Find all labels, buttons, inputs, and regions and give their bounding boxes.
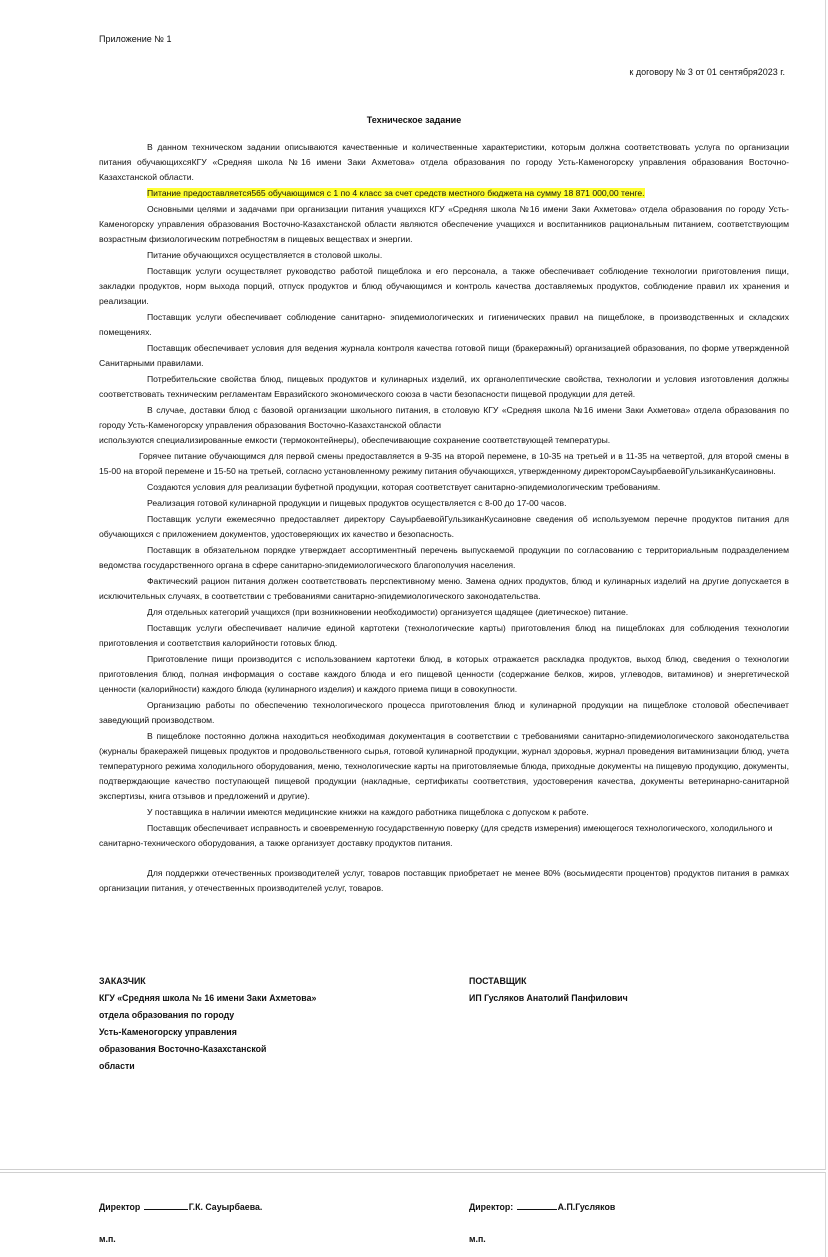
paragraph: Поставщик услуги обеспечивает наличие единой картотеки (технологические карты) приготовления блюд на пищеблоках для соблюдения технологии приготовления и соответствия калорийности готовых блюд. (99, 623, 789, 648)
customer-director-label: Директор (99, 1202, 141, 1212)
supplier-stamp-place: м.п. (469, 1234, 486, 1244)
supplier-block (469, 973, 789, 1007)
paragraph: Реализация готовой кулинарной продукции и пищевых продуктов осуществляется с 8-00 до 17-00 часов. (147, 498, 567, 508)
highlighted-text: Питание предоставляется565 обучающимся с 1 по 4 класс за счет средств местного бюджета на сумму 18 871 000,00 тенге. (147, 188, 645, 198)
paragraph: Фактический рацион питания должен соответствовать перспективному меню. Замена одних продуктов, блюд и кулинарных изделий на другие допускается в исключительных случаях, в соответствии с требованиями санитарно-эпидемиологического законодательства. (99, 576, 789, 601)
paragraph: Поставщик услуги осуществляет руководство работой пищеблока и его персонала, а также обеспечивает соблюдение технологии приготовления пищи, закладки продуктов, норм выхода порций, отпуск продуктов и блюд обучающимся и контроль качества доставляемых продуктов, соблюдение правил их хранения и реализации. (99, 266, 789, 306)
customer-line: образования Восточно-Казахстанской (99, 1044, 267, 1054)
paragraph: Поставщик обеспечивает условия для ведения журнала контроля качества готовой пищи (бракеражный) организацией образования, по форме утвержденной Санитарными правилами. (99, 343, 789, 368)
document-page-2 (0, 1172, 826, 1257)
signature-blank-line (144, 1201, 188, 1210)
supplier-line: ИП Гусляков Анатолий Панфилович (469, 993, 628, 1003)
supplier-heading: ПОСТАВЩИК (469, 976, 527, 986)
paragraph: используются специализированные емкости (термоконтейнеры), обеспечивающие сохранение соответствующей температуры. (99, 435, 611, 445)
paragraph: Организацию работы по обеспечению технологического процесса приготовления блюд и кулинарной продукции на пищеблоке столовой обеспечивает заведующий производством. (99, 700, 789, 725)
signature-blank-line (517, 1201, 557, 1210)
supplier-director-signature (469, 1201, 615, 1212)
customer-stamp-place: м.п. (99, 1234, 116, 1244)
customer-director-name: Г.К. Сауырбаева. (188, 1202, 263, 1212)
paragraph: Горячее питание обучающимся для первой смены предоставляется в 9-35 на второй перемене, в 10-35 на третьей и в 11-35 на четвертой, для второй смены в 15-00 на второй перемене и 15-50 на третьей, согласно установленному режиму питания обучающихся, утвержденному директоромСауырбаевойГульзиканКусаиновны. (99, 451, 789, 476)
customer-line: КГУ «Средняя школа № 16 имени Заки Ахметова» (99, 993, 317, 1003)
paragraph: Потребительские свойства блюд, пищевых продуктов и кулинарных изделий, их органолептические свойства, технологии и условия изготовления должны соответствовать техническим регламентам Евразийского экономического союза в части безопасности пищевой продукции для детей. (99, 374, 789, 399)
paragraph: Поставщик услуги ежемесячно предоставляет директору СауырбаевойГульзиканКусаиновне сведения об используемом перечне продуктов питания для обучающихся с приложением документов, удостоверяющих их качество и безопасность. (99, 514, 789, 539)
paragraph: В данном техническом задании описываются качественные и количественные характеристики, которым должна соответствовать услуга по организации питания обучающихсяКГУ «Средняя школа №16 имени Заки Ахметова» отдела образования по городу Усть-Каменогорску управления образования Восточно-Казахстанской области. (99, 142, 789, 182)
paragraph: Питание обучающихся осуществляется в столовой школы. (147, 250, 383, 260)
paragraph: Приготовление пищи производится с использованием картотеки блюд, в которых отражается раскладка продуктов, выход блюд, сведения о технологии приготовления блюд, полная информация о составе каждого блюда и его пищевой ценности (содержание белков, жиров, углеводов, витаминов) и энергетической ценности (калорийности) каждого блюда (кулинарного изделия) и каждого приема пищи в совокупности. (99, 654, 789, 694)
customer-line: отдела образования по городу (99, 1010, 235, 1020)
contract-reference: к договору № 3 от 01 сентября2023 г. (629, 67, 785, 77)
paragraph: Поставщик обеспечивает исправность и своевременную государственную поверку (для средств измерения) имеющегося технологического, холодильного и (147, 823, 773, 833)
customer-block (99, 973, 399, 1075)
customer-heading: ЗАКАЗЧИК (99, 976, 146, 986)
supplier-director-label: Директор: (469, 1202, 514, 1212)
paragraph: Основными целями и задачами при организации питания учащихся КГУ «Средняя школа №16 имени Заки Ахметова» отдела образования по городу Усть-Каменогорску управления образования Восточно-Казахстанской области являются обеспечение учащихся и воспитанников рациональным питанием, соответствующим возрастным физиологическим потребностям в пищевых веществах и энергии. (99, 204, 789, 244)
appendix-label: Приложение № 1 (99, 34, 172, 44)
supplier-director-name: А.П.Гусляков (557, 1202, 616, 1212)
document-title: Техническое задание (366, 115, 462, 125)
customer-line: Усть-Каменогорску управления (99, 1027, 237, 1037)
paragraph: санитарно-технического оборудования, а также организует доставку продуктов питания. (99, 838, 453, 848)
paragraph: Поставщик в обязательном порядке утверждает ассортиментный перечень выпускаемой продукции по согласованию с территориальным подразделением ведомства государственного органа в сфере санитарно-эпидемиологического благополучия населения. (99, 545, 789, 570)
document-body (99, 140, 789, 897)
paragraph: В пищеблоке постоянно должна находиться необходимая документация в соответствии с требованиями санитарно-эпидемиологического законодательства (журналы бракеражей пищевых продуктов и продовольственного сырья, готовой кулинарной продукции, журнал здоровья, журнал проведения витаминизации блюд, учета температурного режима холодильного оборудования, меню, технологические карты на приготовляемые блюда, приходные документы на пищевую продукцию, документы, подтверждающие качество поступающей пищевой продукции (накладные, сертификаты соответствия, удостоверения качества, документы ветеринарно-санитарной экспертизы, книга отзывов и предложений и другие). (99, 731, 789, 801)
paragraph: Поставщик услуги обеспечивает соблюдение санитарно- эпидемиологических и гигиенических правил на пищеблоке, в производственных и складских помещениях. (99, 312, 789, 337)
paragraph: Для поддержки отечественных производителей услуг, товаров поставщик приобретает не менее 80% (восьмидесяти процентов) продуктов питания в рамках организации питания, у отечественных производителей услуг, товаров. (99, 868, 789, 893)
customer-line: области (99, 1061, 135, 1071)
paragraph: В случае, доставки блюд с базовой организации школьного питания, в столовую КГУ «Средняя школа №16 имени Заки Ахметова» отдела образования по городу Усть-Каменогорску управления образования Восточно-Казахстанской области (99, 405, 789, 430)
customer-director-signature (99, 1201, 262, 1212)
paragraph: Создаются условия для реализации буфетной продукции, которая соответствует санитарно-эпидемиологическим требованиям. (147, 482, 661, 492)
paragraph-highlighted (99, 186, 789, 201)
paragraph: Для отдельных категорий учащихся (при возникновении необходимости) организуется щадящее (диетическое) питание. (147, 607, 629, 617)
paragraph: У поставщика в наличии имеются медицинские книжки на каждого работника пищеблока с допуском к работе. (147, 807, 589, 817)
